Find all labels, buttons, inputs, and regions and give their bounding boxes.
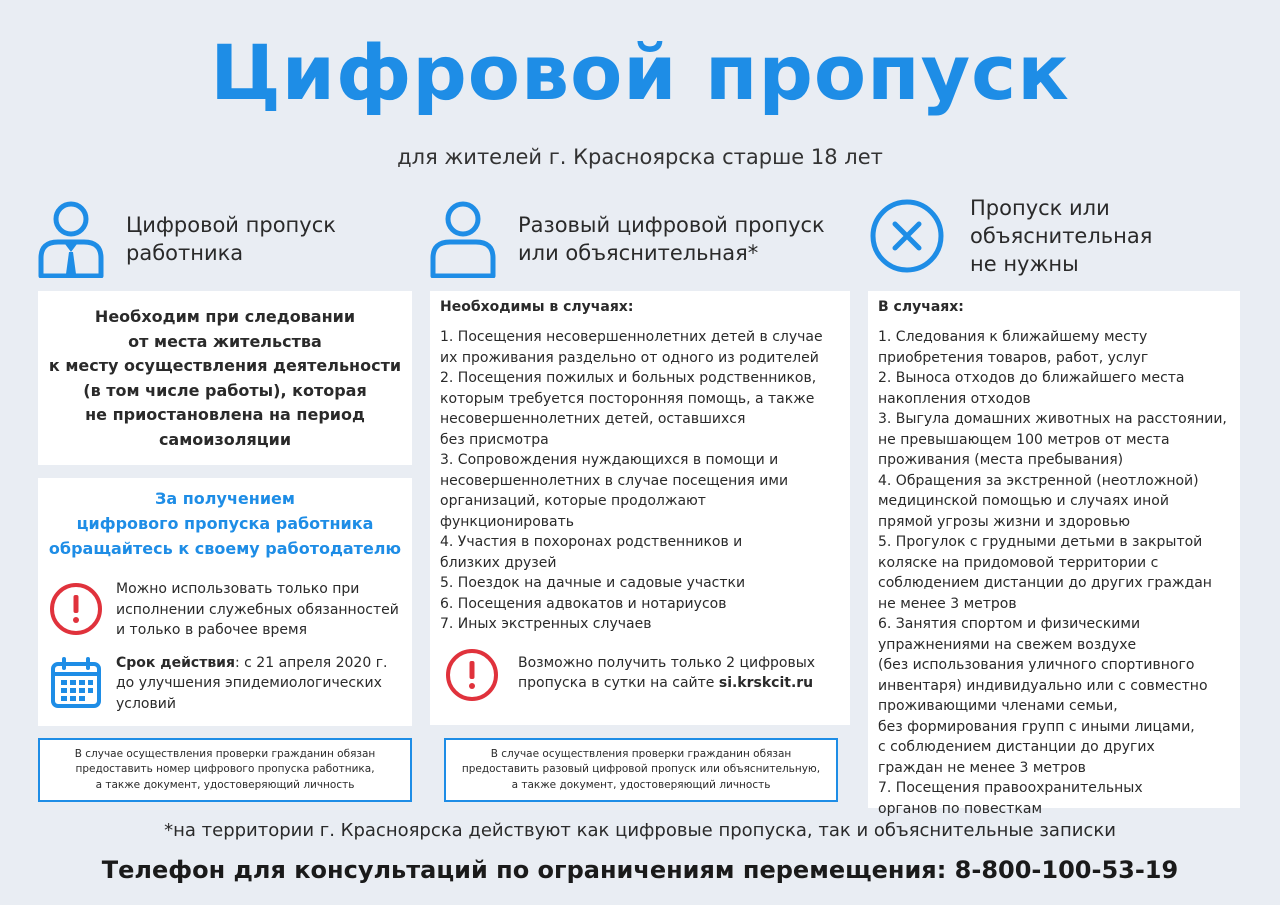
list-item: 6. Занятия спортом и физическими: [878, 616, 1141, 632]
col2-warning: Возможно получить только 2 цифровых пропуска в сутки на сайте si.krskcit.ru: [444, 647, 840, 703]
close-circle-icon: [868, 197, 946, 275]
page-subtitle: для жителей г. Красноярска старше 18 лет: [397, 145, 883, 169]
list-item: 5. Прогулок с грудными детьми в закрытой: [878, 534, 1203, 550]
list-item: 7. Посещения правоохранительных: [878, 780, 1143, 796]
calendar-icon: [48, 655, 104, 711]
list-item: функционировать: [440, 513, 574, 530]
footnote: *на территории г. Красноярска действуют как цифровые пропуска, так и объяснительные записки: [164, 820, 1116, 841]
list-item: которым требуется посторонняя помощь, а также: [440, 390, 815, 407]
list-item: коляске на придомовой территории с: [878, 554, 1159, 571]
list-item: с соблюдением дистанции до других: [878, 739, 1155, 755]
list-item: 4. Участия в похоронах родственников и: [440, 534, 743, 550]
col1-check-note: В случае осуществления проверки гражданин обязан предоставить номер цифрового пропуска работника, а также документ, удостоверяющий личность: [38, 738, 412, 802]
list-item: приобретения товаров, работ, услуг: [878, 349, 1149, 366]
list-item: инвентаря) индивидуально или с совместно: [878, 677, 1208, 694]
lead-line: Необходим при следовании: [94, 307, 356, 326]
list-item: не превышающем 100 метров от места: [878, 431, 1170, 448]
col1-warning: Можно использовать только при исполнении служебных обязанностей и только в рабочее время: [48, 579, 402, 641]
list-title: В случаях:: [878, 299, 964, 315]
list-item: 4. Обращения за экстренной (неотложной): [878, 472, 1199, 489]
list-item: 6. Посещения адвокатов и нотариусов: [440, 595, 727, 612]
list-item: прямой угрозы жизни и здоровью: [878, 513, 1131, 530]
list-item: 3. Сопровождения нуждающихся в помощи и: [440, 452, 779, 468]
col2-check-note: В случае осуществления проверки гражданин обязан предоставить разовый цифровой пропуск или объяснительную, а также документ, удостоверяющий личность: [444, 738, 838, 802]
list-item: 2. Выноса отходов до ближайшего места: [878, 370, 1185, 386]
lead-line: не приостановлена на период: [85, 405, 365, 424]
list-item: без формирования групп с иными лицами,: [878, 718, 1195, 735]
list-item: 3. Выгула домашних животных на расстоянии,: [878, 411, 1227, 427]
col2-header: [430, 200, 825, 278]
col3-heading: Пропуск или объяснительная не нужны: [970, 196, 1153, 276]
list-item: органов по повесткам: [878, 800, 1043, 817]
list-item: проживания (места пребывания): [878, 452, 1124, 468]
contact-employer-text: За получением цифрового пропуска работника обращайтесь к своему работодателю: [48, 489, 402, 558]
col3-header: [868, 194, 1152, 278]
list-item: несовершеннолетних в случае посещения ими: [440, 472, 789, 489]
alert-icon: [48, 581, 104, 637]
col1-validity: Срок действия: с 21 апреля 2020 г. до улучшения эпидемиологических условий: [48, 653, 402, 715]
list-item: граждан не менее 3 метров: [878, 759, 1086, 776]
site-link[interactable]: si.krskcit.ru: [718, 675, 814, 691]
col1-lead-card: [38, 291, 412, 465]
col2-list: [440, 327, 840, 635]
lead-line: от места жительства: [128, 331, 322, 351]
list-item: (без использования уличного спортивного: [878, 657, 1195, 673]
page-title: Цифровой пропуск: [210, 28, 1070, 117]
list-item: соблюдением дистанции до других граждан: [878, 575, 1212, 591]
lead-line: самоизоляции: [158, 429, 292, 449]
col2-heading: Разовый цифровой пропуск или объяснительная*: [518, 213, 825, 265]
lead-line: (в том числе работы), которая: [83, 380, 367, 400]
list-item: несовершеннолетних детей, оставшихся: [440, 411, 746, 427]
lead-line: к месту осуществления деятельности: [48, 356, 402, 375]
list-item: 1. Посещения несовершеннолетних детей в случае: [440, 329, 823, 345]
col3-card: [868, 291, 1240, 817]
list-item: близких друзей: [440, 554, 557, 571]
list-item: организаций, которые продолжают: [440, 493, 706, 509]
col1-heading: Цифровой пропуск работника: [126, 213, 336, 265]
col1-info-card: [38, 478, 412, 726]
worker-person-icon: [38, 200, 104, 278]
list-item: 5. Поездок на дачные и садовые участки: [440, 575, 746, 591]
list-item: 7. Иных экстренных случаев: [440, 616, 652, 632]
list-title: Необходимы в случаях:: [440, 299, 634, 315]
col1-header: [38, 200, 336, 278]
list-item: 2. Посещения пожилых и больных родственников,: [440, 370, 817, 386]
list-item: медицинской помощью и случаях иной: [878, 493, 1169, 509]
list-item: 1. Следования к ближайшему месту: [878, 329, 1148, 345]
person-icon: [430, 200, 496, 278]
alert-icon: [444, 647, 500, 703]
col3-list: [878, 327, 1230, 819]
list-item: их проживания раздельно от одного из родителей: [440, 349, 819, 366]
list-item: накопления отходов: [878, 390, 1031, 407]
list-item: без присмотра: [440, 431, 549, 448]
list-item: не менее 3 метров: [878, 595, 1017, 612]
col2-card: [430, 291, 850, 725]
list-item: проживающими членами семьи,: [878, 698, 1118, 714]
list-item: упражнениями на свежем воздухе: [878, 636, 1137, 653]
phone-line: Телефон для консультаций по ограничениям перемещения: 8-800-100-53-19: [101, 856, 1179, 884]
